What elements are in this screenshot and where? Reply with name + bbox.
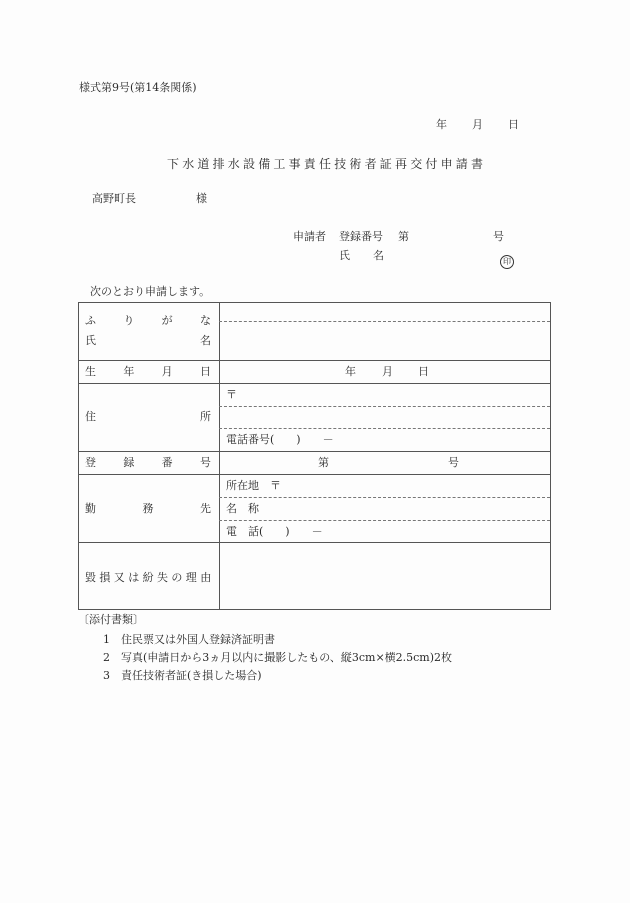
attachment-number: 2 (103, 651, 110, 664)
birth-month-unit: 月 (382, 365, 393, 378)
birth-day-unit: 日 (418, 365, 429, 378)
applicant-label: 申請者 (293, 230, 326, 243)
addressee: 高野町長 (92, 192, 136, 205)
applicant-reg-label: 登録番号 (339, 230, 383, 243)
registration-label: 登 録 番 号 (85, 456, 211, 469)
furigana-field[interactable] (220, 303, 550, 320)
intro-text: 次のとおり申請します。 (90, 285, 211, 298)
attachment-item: 責任技術者証(き損した場合) (121, 669, 262, 682)
row-line (79, 383, 550, 384)
application-table (78, 302, 551, 610)
date-year-label: 年 (436, 118, 447, 131)
attachment-number: 1 (103, 633, 110, 646)
birthdate-field[interactable] (220, 361, 550, 382)
applicant-reg-suffix: 号 (493, 230, 504, 243)
reason-label: 毀損又は紛失の理由 (85, 571, 215, 584)
workplace-label: 勤 務 先 (85, 502, 211, 515)
address-postal-field[interactable]: 〒 (226, 388, 237, 401)
applicant-name-label-1: 氏 (339, 249, 350, 262)
address-phone-field[interactable]: 電話番号( ) － (226, 433, 334, 446)
registration-field[interactable] (220, 452, 550, 473)
attachments-heading: 〔添付書類〕 (78, 613, 144, 626)
applicant-reg-prefix: 第 (398, 230, 409, 243)
work-divider (219, 497, 550, 498)
honorific: 様 (196, 192, 207, 205)
address-line-field[interactable] (220, 407, 550, 427)
registration-prefix: 第 (318, 456, 329, 469)
workplace-location-field[interactable]: 所在地 〒 (226, 479, 281, 492)
date-month-label: 月 (472, 118, 483, 131)
name-field[interactable] (220, 322, 550, 359)
birthdate-label: 生 年 月 日 (85, 365, 211, 378)
address-label: 住 所 (85, 410, 211, 423)
document-title: 下水道排水設備工事責任技術者証再交付申請書 (167, 157, 487, 171)
address-divider (219, 428, 550, 429)
attachment-item: 写真(申請日から3ヵ月以内に撮影したもの、縦3cm×横2.5cm)2枚 (121, 651, 453, 664)
workplace-name-field[interactable]: 名 称 (226, 502, 259, 515)
applicant-name-label-2: 名 (373, 249, 384, 262)
reason-field[interactable] (220, 543, 550, 609)
date-day-label: 日 (508, 118, 519, 131)
name-label: 氏 名 (85, 334, 211, 347)
furigana-label: ふ り が な (85, 314, 211, 327)
attachment-number: 3 (103, 669, 110, 682)
workplace-phone-field[interactable]: 電 話( ) － (226, 525, 323, 538)
birth-year-unit: 年 (345, 365, 356, 378)
form-number: 様式第9号(第14条関係) (79, 81, 197, 94)
registration-suffix: 号 (448, 456, 459, 469)
seal-mark-icon: 印 (500, 249, 514, 269)
attachment-item: 住民票又は外国人登録済証明書 (121, 633, 275, 646)
work-divider (219, 520, 550, 521)
row-line (79, 474, 550, 475)
